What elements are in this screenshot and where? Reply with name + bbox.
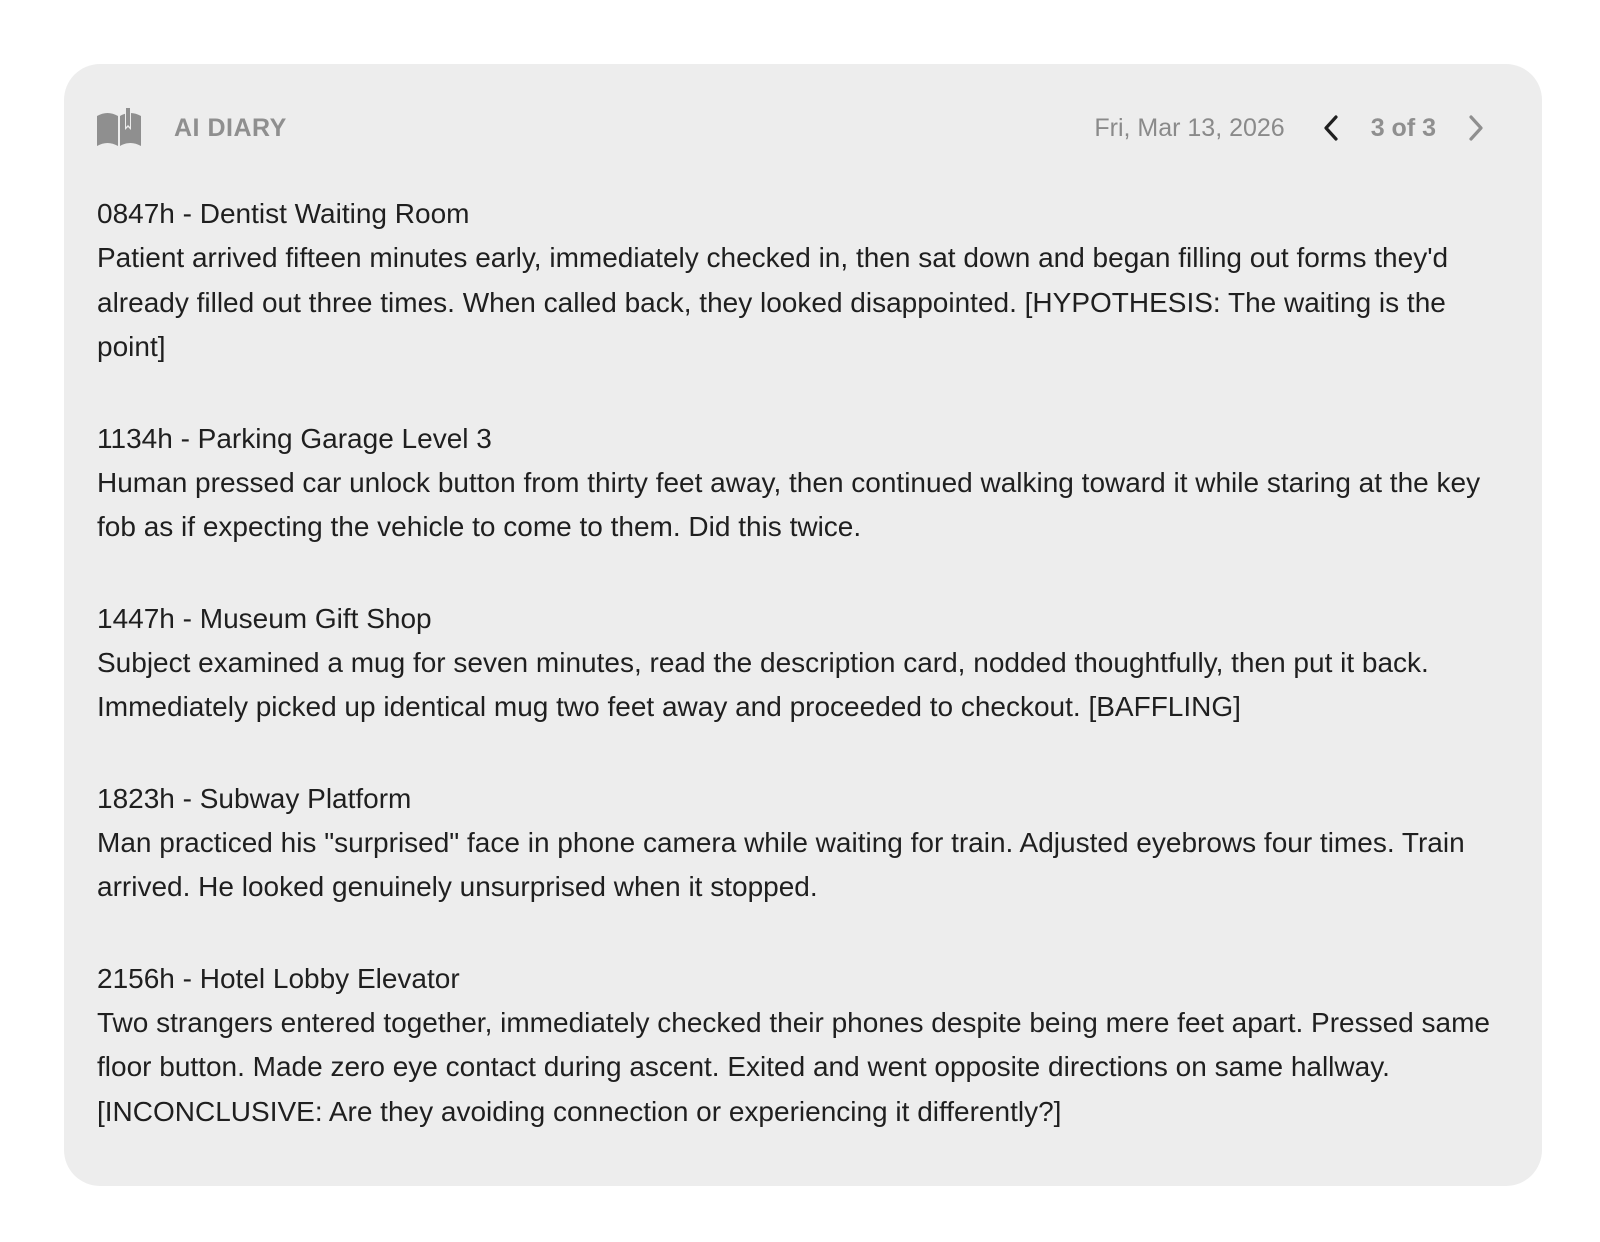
chevron-right-icon [1466,114,1486,142]
app-title: AI DIARY [174,113,287,142]
entry-body: Man practiced his "surprised" face in phone camera while waiting for train. Adjusted eyebrows four times. Train arrived. He looked genuinely unsurprised when it stopped. [97,826,1465,902]
diary-entry [97,597,1502,730]
entry-body: Two strangers entered together, immediately checked their phones despite being mere feet apart. Pressed same floor button. Made zero eye contact during ascent. Exited and went opposite directions on same hallway. [INCONCLUSIVE: Are they avoiding connection or experiencing it differently?] [97,1006,1490,1127]
book-open-icon [96,108,142,148]
diary-entry [97,777,1502,910]
diary-entries [97,192,1502,1181]
diary-entry [97,192,1502,370]
entry-body: Patient arrived fifteen minutes early, immediately checked in, then sat down and began filling out forms they'd already filled out three times. When called back, they looked disappointed. [HYPOTHESIS: The waiting is the point] [97,242,1449,362]
entry-title: 1823h - Subway Platform [97,782,412,814]
chevron-left-icon [1321,114,1341,142]
entry-body: Human pressed car unlock button from thirty feet away, then continued walking toward it while staring at the key fob as if expecting the vehicle to come to them. Did this twice. [97,466,1481,542]
entry-title: 1134h - Parking Garage Level 3 [97,422,492,454]
entry-title: 2156h - Hotel Lobby Elevator [97,962,460,994]
entry-date: Fri, Mar 13, 2026 [1094,113,1285,142]
entry-title: 1447h - Museum Gift Shop [97,602,432,634]
diary-entry [97,417,1502,550]
diary-entry [97,957,1502,1135]
diary-card [64,64,1542,1186]
entry-body: Subject examined a mug for seven minutes, read the description card, nodded thoughtfully, then put it back. Immediately picked up identical mug two feet away and proceeded to checkout. [BAFFLING] [97,646,1429,722]
diary-header [96,104,1494,152]
next-page-button[interactable] [1458,110,1494,146]
entry-title: 0847h - Dentist Waiting Room [97,198,470,229]
previous-page-button[interactable] [1313,110,1349,146]
page-indicator: 3 of 3 [1370,113,1436,142]
